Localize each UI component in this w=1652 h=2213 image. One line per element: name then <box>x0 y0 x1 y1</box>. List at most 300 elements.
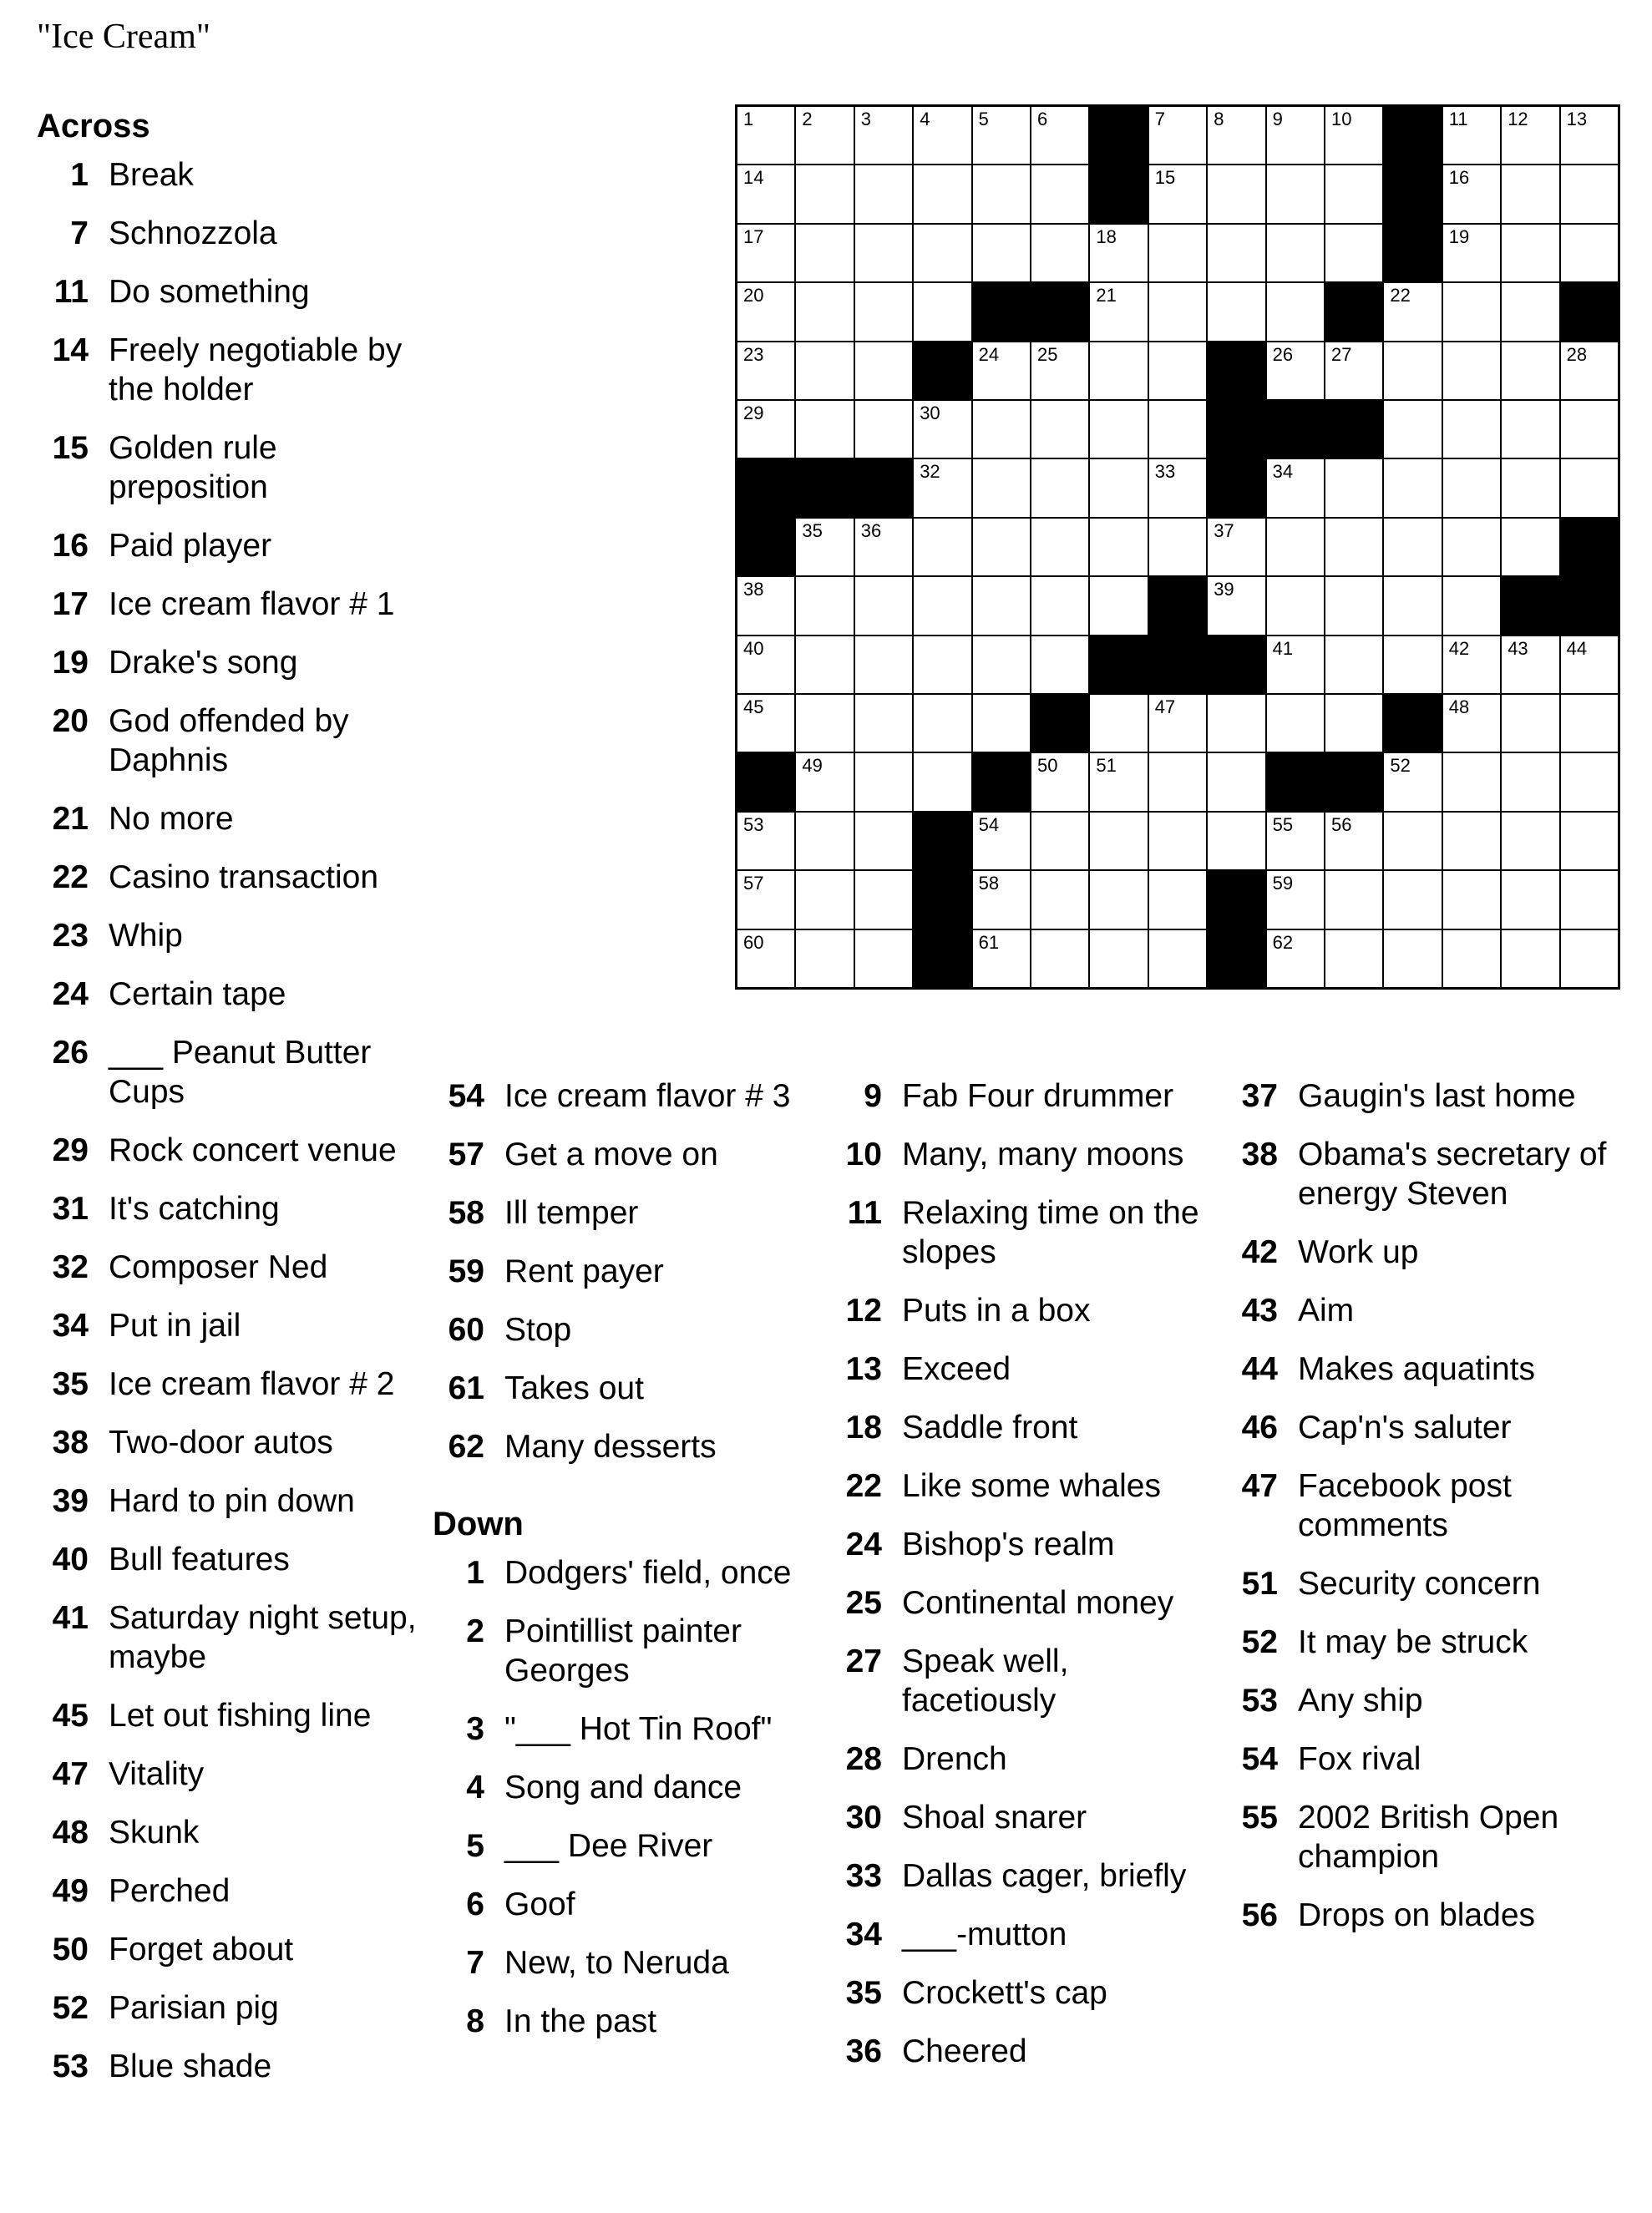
grid-cell[interactable] <box>1267 342 1324 399</box>
grid-cell[interactable] <box>1267 695 1324 752</box>
grid-cell[interactable] <box>1325 519 1382 575</box>
clue-item <box>37 1423 421 1462</box>
grid-cell[interactable] <box>1443 283 1500 340</box>
grid-cell[interactable] <box>1090 695 1147 752</box>
grid-cell[interactable] <box>1561 165 1618 222</box>
cell-number: 42 <box>1448 637 1470 659</box>
cell-number: 62 <box>1272 931 1294 953</box>
clue-item <box>433 1943 817 1983</box>
grid-cell[interactable] <box>1090 283 1147 340</box>
grid-cell[interactable] <box>1502 930 1558 987</box>
grid-cell[interactable] <box>1502 225 1558 281</box>
grid-cell[interactable] <box>855 342 912 399</box>
cell-number: 34 <box>1272 461 1294 483</box>
grid-cell[interactable] <box>796 930 853 987</box>
grid-cell[interactable] <box>1031 459 1088 516</box>
grid-cell[interactable] <box>1443 695 1500 752</box>
grid-cell[interactable] <box>1090 401 1147 458</box>
grid-cell[interactable] <box>1031 636 1088 693</box>
grid-cell[interactable] <box>1502 401 1558 458</box>
grid-cell[interactable] <box>1384 283 1441 340</box>
grid-cell[interactable] <box>737 813 794 869</box>
cell-number: 2 <box>802 109 813 129</box>
grid-cell[interactable] <box>1325 107 1382 164</box>
grid-cell[interactable] <box>1325 930 1382 987</box>
grid-cell[interactable] <box>1208 813 1264 869</box>
grid-cell[interactable] <box>1208 577 1264 634</box>
grid-cell[interactable] <box>796 519 853 575</box>
clue-item <box>37 701 421 780</box>
black-square <box>1031 695 1088 752</box>
grid-cell[interactable] <box>1384 813 1441 869</box>
grid-cell[interactable] <box>1267 519 1324 575</box>
grid-cell[interactable] <box>1502 813 1558 869</box>
grid-cell[interactable] <box>1325 459 1382 516</box>
grid-cell[interactable] <box>855 225 912 281</box>
grid-cell[interactable] <box>796 401 853 458</box>
grid-cell[interactable] <box>1502 459 1558 516</box>
grid-cell[interactable] <box>1502 695 1558 752</box>
grid-cell[interactable] <box>973 695 1030 752</box>
grid-cell[interactable] <box>973 107 1030 164</box>
cell-number: 57 <box>743 873 764 894</box>
grid-cell[interactable] <box>1090 577 1147 634</box>
grid-cell[interactable] <box>973 342 1030 399</box>
grid-cell[interactable] <box>973 577 1030 634</box>
grid-cell[interactable] <box>855 813 912 869</box>
grid-cell[interactable] <box>1325 636 1382 693</box>
clue-number: 59 <box>448 1253 484 1289</box>
grid-cell[interactable] <box>1031 225 1088 281</box>
clue-item <box>1226 1291 1610 1330</box>
clue-item <box>433 1612 817 1690</box>
grid-cell[interactable] <box>914 401 970 458</box>
clue-text: Forget about <box>109 1932 294 1967</box>
grid-cell[interactable] <box>1149 283 1206 340</box>
clue-text: Bull features <box>109 1542 290 1577</box>
grid-cell[interactable] <box>796 813 853 869</box>
clue-text: Gaugin's last home <box>1298 1078 1576 1114</box>
clue-number: 52 <box>52 1990 89 2026</box>
cell-number: 43 <box>1508 637 1528 659</box>
grid-cell[interactable] <box>1031 401 1088 458</box>
cell-number: 20 <box>743 285 764 306</box>
cell-number: 4 <box>920 109 930 129</box>
grid-cell[interactable] <box>737 107 794 164</box>
clue-text: Speak well, facetiously <box>902 1643 1069 1719</box>
grid-cell[interactable] <box>1090 930 1147 987</box>
grid-cell[interactable] <box>1090 459 1147 516</box>
cell-number: 54 <box>978 813 1000 835</box>
grid-cell[interactable] <box>1267 107 1324 164</box>
down-heading: Down <box>433 1506 524 1542</box>
grid-cell[interactable] <box>1208 519 1264 575</box>
grid-cell[interactable] <box>1561 813 1618 869</box>
clue-text: Goof <box>504 1886 575 1922</box>
grid-cell[interactable] <box>1149 459 1206 516</box>
grid-cell[interactable] <box>1267 813 1324 869</box>
clue-number: 38 <box>1241 1137 1278 1172</box>
grid-cell[interactable] <box>914 695 970 752</box>
grid-cell[interactable] <box>1443 813 1500 869</box>
grid-cell[interactable] <box>737 165 794 222</box>
clue-item <box>830 1408 1214 1447</box>
grid-cell[interactable] <box>973 459 1030 516</box>
grid-cell[interactable] <box>1090 225 1147 281</box>
grid-cell[interactable] <box>1325 813 1382 869</box>
grid-cell[interactable] <box>855 283 912 340</box>
grid-cell[interactable] <box>973 636 1030 693</box>
grid-cell[interactable] <box>1090 519 1147 575</box>
grid-cell[interactable] <box>1267 283 1324 340</box>
grid-cell[interactable] <box>914 753 970 810</box>
black-square <box>1384 695 1441 752</box>
grid-cell[interactable] <box>1031 107 1088 164</box>
clue-number: 23 <box>52 918 89 954</box>
grid-cell[interactable] <box>1443 342 1500 399</box>
clue-text: Drench <box>902 1741 1007 1777</box>
black-square <box>1561 283 1618 340</box>
grid-cell[interactable] <box>1267 871 1324 928</box>
black-square <box>796 459 853 516</box>
grid-cell[interactable] <box>855 401 912 458</box>
grid-cell[interactable] <box>855 519 912 575</box>
clue-text: Certain tape <box>109 976 286 1012</box>
clue-text: ___-mutton <box>902 1917 1067 1952</box>
grid-cell[interactable] <box>1325 165 1382 222</box>
grid-cell[interactable] <box>914 636 970 693</box>
grid-cell[interactable] <box>1149 165 1206 222</box>
cell-number: 26 <box>1272 343 1294 365</box>
grid-cell[interactable] <box>1090 753 1147 810</box>
grid-cell[interactable] <box>1443 459 1500 516</box>
grid-cell[interactable] <box>1561 459 1618 516</box>
grid-cell[interactable] <box>855 107 912 164</box>
grid-cell[interactable] <box>973 225 1030 281</box>
grid-cell[interactable] <box>796 165 853 222</box>
clue-item <box>1226 1798 1610 1876</box>
clue-text: Skunk <box>109 1815 200 1851</box>
grid-cell[interactable] <box>973 519 1030 575</box>
clue-number: 11 <box>53 274 89 310</box>
clue-item <box>830 1525 1214 1564</box>
clue-number: 21 <box>52 801 89 837</box>
grid-cell[interactable] <box>973 813 1030 869</box>
grid-cell[interactable] <box>1149 225 1206 281</box>
grid-cell[interactable] <box>796 107 853 164</box>
clue-text: Ice cream flavor # 3 <box>504 1078 791 1114</box>
clue-number: 61 <box>448 1370 484 1406</box>
grid-cell[interactable] <box>1031 753 1088 810</box>
grid-cell[interactable] <box>1502 519 1558 575</box>
grid-cell[interactable] <box>1267 577 1324 634</box>
grid-cell[interactable] <box>1208 695 1264 752</box>
cell-number: 24 <box>978 343 1000 365</box>
grid-cell[interactable] <box>1561 636 1618 693</box>
clue-text: Like some whales <box>902 1468 1161 1504</box>
grid-cell[interactable] <box>1149 401 1206 458</box>
grid-cell[interactable] <box>1325 577 1382 634</box>
grid-cell[interactable] <box>1502 165 1558 222</box>
grid-cell[interactable] <box>796 695 853 752</box>
clue-text: Schnozzola <box>109 215 277 251</box>
clue-number: 24 <box>52 976 89 1012</box>
grid-cell[interactable] <box>1149 871 1206 928</box>
grid-cell[interactable] <box>1443 753 1500 810</box>
clue-item <box>433 2002 817 2041</box>
grid-cell[interactable] <box>1443 225 1500 281</box>
grid-cell[interactable] <box>1443 577 1500 634</box>
grid-cell[interactable] <box>737 401 794 458</box>
grid-cell[interactable] <box>1267 930 1324 987</box>
grid-cell[interactable] <box>1325 695 1382 752</box>
clue-text: Ice cream flavor # 1 <box>109 586 395 622</box>
clue-item <box>433 1310 817 1350</box>
grid-cell[interactable] <box>914 459 970 516</box>
clue-item <box>37 1365 421 1404</box>
grid-cell[interactable] <box>914 577 970 634</box>
grid-cell[interactable] <box>855 871 912 928</box>
grid-cell[interactable] <box>855 930 912 987</box>
clue-text: Ill temper <box>504 1195 639 1231</box>
grid-cell[interactable] <box>1149 519 1206 575</box>
clue-item <box>1226 1896 1610 1935</box>
clue-number: 15 <box>52 430 89 466</box>
grid-cell[interactable] <box>1443 519 1500 575</box>
grid-cell[interactable] <box>1384 401 1441 458</box>
grid-cell[interactable] <box>1561 342 1618 399</box>
clue-item <box>37 1540 421 1579</box>
grid-cell[interactable] <box>1149 753 1206 810</box>
grid-cell[interactable] <box>1384 577 1441 634</box>
clue-number: 24 <box>845 1527 882 1562</box>
grid-cell[interactable] <box>1384 753 1441 810</box>
grid-cell[interactable] <box>1208 283 1264 340</box>
grid-cell[interactable] <box>1502 283 1558 340</box>
clue-text: God offended by Daphnis <box>109 703 349 778</box>
grid-cell[interactable] <box>1561 930 1618 987</box>
clue-item <box>37 1930 421 1969</box>
clue-text: ___ Dee River <box>504 1828 713 1864</box>
clue-text: Takes out <box>504 1370 644 1406</box>
grid-cell[interactable] <box>796 577 853 634</box>
black-square <box>1384 107 1441 164</box>
clue-text: Break <box>109 157 194 193</box>
grid-cell[interactable] <box>796 753 853 810</box>
grid-cell[interactable] <box>1443 871 1500 928</box>
clue-item <box>37 1813 421 1852</box>
black-square <box>1267 401 1324 458</box>
cell-number: 47 <box>1154 696 1176 717</box>
grid-cell[interactable] <box>973 401 1030 458</box>
clue-text: Drops on blades <box>1298 1897 1536 1933</box>
grid-cell[interactable] <box>1384 519 1441 575</box>
grid-cell[interactable] <box>1267 459 1324 516</box>
grid-cell[interactable] <box>1149 930 1206 987</box>
clue-item <box>1226 1740 1610 1779</box>
grid-cell[interactable] <box>1561 401 1618 458</box>
grid-cell[interactable] <box>1443 930 1500 987</box>
grid-cell[interactable] <box>1502 107 1558 164</box>
grid-cell[interactable] <box>1267 636 1324 693</box>
grid-cell[interactable] <box>796 283 853 340</box>
grid-cell[interactable] <box>1031 342 1088 399</box>
black-square <box>737 753 794 810</box>
grid-cell[interactable] <box>796 342 853 399</box>
grid-cell[interactable] <box>1090 871 1147 928</box>
grid-cell[interactable] <box>914 283 970 340</box>
grid-cell[interactable] <box>1384 636 1441 693</box>
grid-cell[interactable] <box>1561 695 1618 752</box>
grid-cell[interactable] <box>1149 695 1206 752</box>
grid-cell[interactable] <box>973 930 1030 987</box>
clue-number: 1 <box>466 1555 484 1591</box>
grid-cell[interactable] <box>855 636 912 693</box>
grid-cell[interactable] <box>1561 225 1618 281</box>
clue-item <box>37 643 421 682</box>
grid-cell[interactable] <box>796 225 853 281</box>
grid-cell[interactable] <box>1443 107 1500 164</box>
grid-cell[interactable] <box>1384 930 1441 987</box>
clue-item <box>37 428 421 507</box>
grid-cell[interactable] <box>737 636 794 693</box>
clue-item <box>433 1826 817 1866</box>
clue-number: 9 <box>864 1078 882 1114</box>
cell-number: 41 <box>1272 637 1294 659</box>
grid-cell[interactable] <box>855 165 912 222</box>
grid-cell[interactable] <box>1208 165 1264 222</box>
grid-cell[interactable] <box>855 695 912 752</box>
grid-cell[interactable] <box>737 695 794 752</box>
grid-cell[interactable] <box>1267 225 1324 281</box>
black-square <box>1149 577 1206 634</box>
grid-cell[interactable] <box>1384 459 1441 516</box>
grid-cell[interactable] <box>737 871 794 928</box>
grid-cell[interactable] <box>737 283 794 340</box>
grid-cell[interactable] <box>1031 519 1088 575</box>
clue-number: 25 <box>845 1585 882 1621</box>
grid-cell[interactable] <box>796 871 853 928</box>
grid-cell[interactable] <box>1561 753 1618 810</box>
grid-cell[interactable] <box>1325 225 1382 281</box>
grid-cell[interactable] <box>914 519 970 575</box>
grid-cell[interactable] <box>1149 107 1206 164</box>
cell-number: 56 <box>1331 813 1352 835</box>
clue-number: 44 <box>1241 1351 1278 1387</box>
clue-item <box>37 1988 421 2028</box>
clue-item <box>433 1369 817 1408</box>
clue-text: Parisian pig <box>109 1990 279 2026</box>
clue-item <box>37 1871 421 1911</box>
grid-cell[interactable] <box>1384 871 1441 928</box>
grid-cell[interactable] <box>973 165 1030 222</box>
grid-cell[interactable] <box>1267 165 1324 222</box>
clue-item <box>37 916 421 955</box>
clue-text: Song and dance <box>504 1770 742 1805</box>
grid-cell[interactable] <box>914 107 970 164</box>
grid-cell[interactable] <box>1502 342 1558 399</box>
grid-cell[interactable] <box>1090 813 1147 869</box>
clue-number: 30 <box>845 1800 882 1836</box>
black-square <box>1502 577 1558 634</box>
grid-cell[interactable] <box>1208 753 1264 810</box>
clue-number: 47 <box>52 1756 89 1792</box>
grid-cell[interactable] <box>1325 342 1382 399</box>
grid-cell[interactable] <box>1502 753 1558 810</box>
clue-number: 10 <box>845 1137 882 1172</box>
grid-cell[interactable] <box>737 342 794 399</box>
clue-number: 49 <box>52 1873 89 1909</box>
grid-cell[interactable] <box>737 930 794 987</box>
grid-cell[interactable] <box>1561 107 1618 164</box>
grid-cell[interactable] <box>1031 577 1088 634</box>
grid-cell[interactable] <box>1031 871 1088 928</box>
black-square <box>1325 753 1382 810</box>
clue-text: Casino transaction <box>109 859 379 895</box>
grid-cell[interactable] <box>1443 165 1500 222</box>
grid-cell[interactable] <box>914 225 970 281</box>
grid-cell[interactable] <box>914 165 970 222</box>
clue-text: Fox rival <box>1298 1741 1421 1777</box>
grid-cell[interactable] <box>1443 636 1500 693</box>
grid-cell[interactable] <box>855 577 912 634</box>
clue-item <box>37 272 421 311</box>
grid-cell[interactable] <box>1031 165 1088 222</box>
grid-cell[interactable] <box>1149 813 1206 869</box>
grid-cell[interactable] <box>1031 813 1088 869</box>
clue-number: 42 <box>1241 1234 1278 1270</box>
grid-cell[interactable] <box>1384 342 1441 399</box>
cell-number: 23 <box>743 343 764 365</box>
black-square <box>855 459 912 516</box>
cell-number: 44 <box>1566 637 1588 659</box>
grid-cell[interactable] <box>796 636 853 693</box>
grid-cell[interactable] <box>1090 342 1147 399</box>
clue-text: Makes aquatints <box>1298 1351 1535 1387</box>
grid-cell[interactable] <box>973 871 1030 928</box>
clue-number: 46 <box>1241 1410 1278 1446</box>
clue-text: Hard to pin down <box>109 1483 355 1519</box>
clue-column-3 <box>830 1076 1214 2090</box>
clue-text: Exceed <box>902 1351 1011 1387</box>
grid-cell[interactable] <box>1149 342 1206 399</box>
black-square <box>914 342 970 399</box>
grid-cell[interactable] <box>855 753 912 810</box>
grid-cell[interactable] <box>1031 930 1088 987</box>
grid-cell[interactable] <box>1443 401 1500 458</box>
cell-number: 7 <box>1154 109 1166 129</box>
cell-number: 32 <box>920 461 940 483</box>
grid-cell[interactable] <box>1325 871 1382 928</box>
grid-cell[interactable] <box>1208 225 1264 281</box>
grid-cell[interactable] <box>1208 107 1264 164</box>
clue-number: 52 <box>1241 1624 1278 1660</box>
black-square <box>914 930 970 987</box>
clue-number: 51 <box>1241 1566 1278 1602</box>
cell-number: 51 <box>1096 755 1117 777</box>
grid-cell[interactable] <box>1502 871 1558 928</box>
grid-cell[interactable] <box>737 225 794 281</box>
grid-cell[interactable] <box>1502 636 1558 693</box>
cell-number: 19 <box>1448 225 1470 247</box>
grid-cell[interactable] <box>737 577 794 634</box>
black-square <box>1090 165 1147 222</box>
grid-cell[interactable] <box>1561 871 1618 928</box>
black-square <box>737 519 794 575</box>
clue-text: In the past <box>504 2003 657 2039</box>
cell-number: 55 <box>1272 813 1294 835</box>
cell-number: 50 <box>1037 755 1058 777</box>
